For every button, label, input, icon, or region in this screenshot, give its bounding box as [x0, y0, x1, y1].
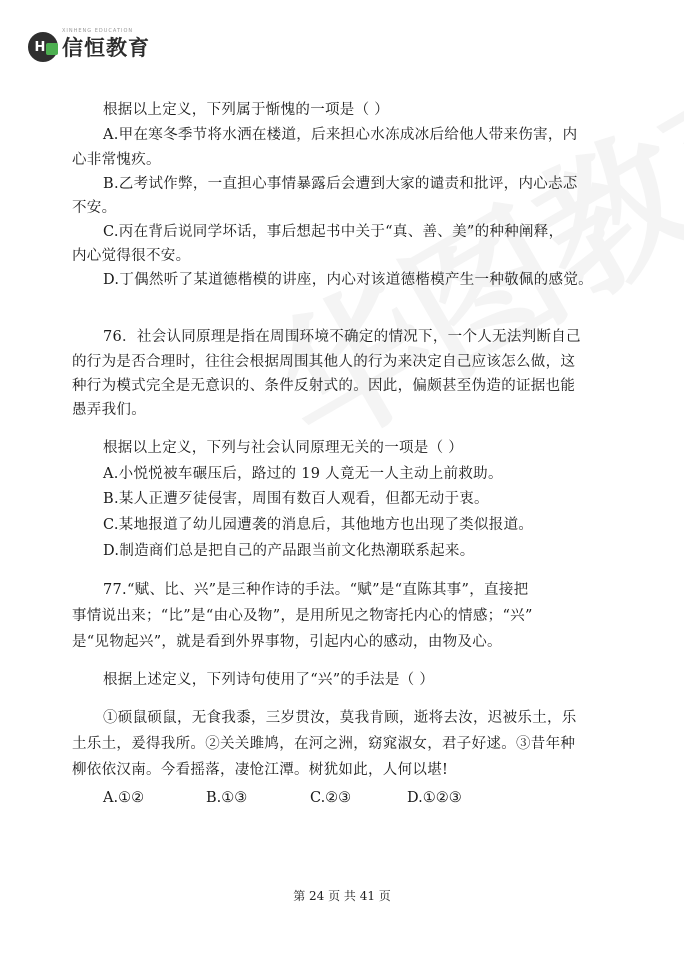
- q77-poem-line2: 土乐土，爰得我所。②关关雎鸠，在河之洲，窈窕淑女，君子好逑。③昔年种: [72, 736, 576, 752]
- watermark: [230, 0, 684, 487]
- q76-passage-line4: 愚弄我们。: [72, 402, 146, 418]
- q76-passage-line2: 的行为是否合理时，往往会根据周围其他人的行为来决定自己应该怎么做，这: [72, 354, 576, 370]
- q76-option-a: A.小悦悦被车碾压后，路过的 19 人竟无一人主动上前救助。: [103, 466, 503, 482]
- page-number: 第 24 页 共 41 页: [293, 889, 391, 903]
- brand-logo: [28, 30, 150, 64]
- q75-option-b-line2: 不安。: [72, 200, 117, 216]
- logo-subtitle: XINHENG EDUCATION: [62, 28, 134, 34]
- q75-option-d: D.丁偶然听了某道德楷模的讲座，内心对该道德楷模产生一种敬佩的感觉。: [103, 272, 593, 288]
- q76-option-c: C.某地报道了幼儿园遭袭的消息后，其他地方也出现了类似报道。: [103, 517, 534, 533]
- q76-stem: 根据以上定义，下列与社会认同原理无关的一项是（ ）: [103, 440, 464, 456]
- logo-icon: H: [28, 32, 58, 62]
- q76-passage-line3: 种行为模式完全是无意识的、条件反射式的。因此，偏颇甚至伪造的证据也能: [72, 378, 576, 394]
- q77-option-b: B.①③: [206, 790, 248, 806]
- q75-option-a-line2: 心非常愧疚。: [72, 152, 161, 168]
- q75-stem: 根据以上定义，下列属于惭愧的一项是（ ）: [103, 102, 390, 118]
- q77-poem-line1: ①硕鼠硕鼠，无食我黍，三岁贯汝，莫我肯顾，逝将去汝，迟被乐土，乐: [103, 710, 577, 726]
- q77-passage-line1: 77.“赋、比、兴”是三种作诗的手法。“赋”是“直陈其事”，直接把: [103, 582, 529, 598]
- q76-option-b: B.某人正遭歹徒侵害，周围有数百人观看，但都无动于衷。: [103, 491, 489, 507]
- q75-option-b-line1: B.乙考试作弊，一直担心事情暴露后会遭到大家的谴责和批评，内心忐忑: [103, 176, 578, 192]
- q77-option-c: C.②③: [310, 790, 352, 806]
- q76-passage-line1: 76．社会认同原理是指在周围环境不确定的情况下，一个人无法判断自己: [103, 329, 581, 345]
- q77-poem-line3: 柳依依汉南。今看摇落，凄怆江潭。树犹如此，人何以堪!: [72, 762, 449, 778]
- q77-option-a: A.①②: [103, 790, 145, 806]
- q77-option-d: D.①②③: [407, 790, 462, 806]
- q75-option-c-line1: C.丙在背后说同学坏话，事后想起书中关于“真、善、美”的种种阐释，: [103, 224, 564, 240]
- q75-option-a-line1: A.甲在寒冬季节将水洒在楼道，后来担心水冻成冰后给他人带来伤害，内: [103, 127, 578, 143]
- q77-passage-line3: 是“见物起兴”，就是看到外界事物，引起内心的感动，由物及心。: [72, 634, 502, 650]
- logo-text: 信恒教育: [62, 36, 150, 60]
- q76-option-d: D.制造商们总是把自己的产品跟当前文化热潮联系起来。: [103, 543, 475, 559]
- q77-passage-line2: 事情说出来；“比”是“由心及物”，是用所见之物寄托内心的情感；“兴”: [72, 608, 533, 624]
- q77-stem: 根据上述定义，下列诗句使用了“兴”的手法是（ ）: [103, 672, 435, 688]
- q75-option-c-line2: 内心觉得很不安。: [72, 248, 191, 264]
